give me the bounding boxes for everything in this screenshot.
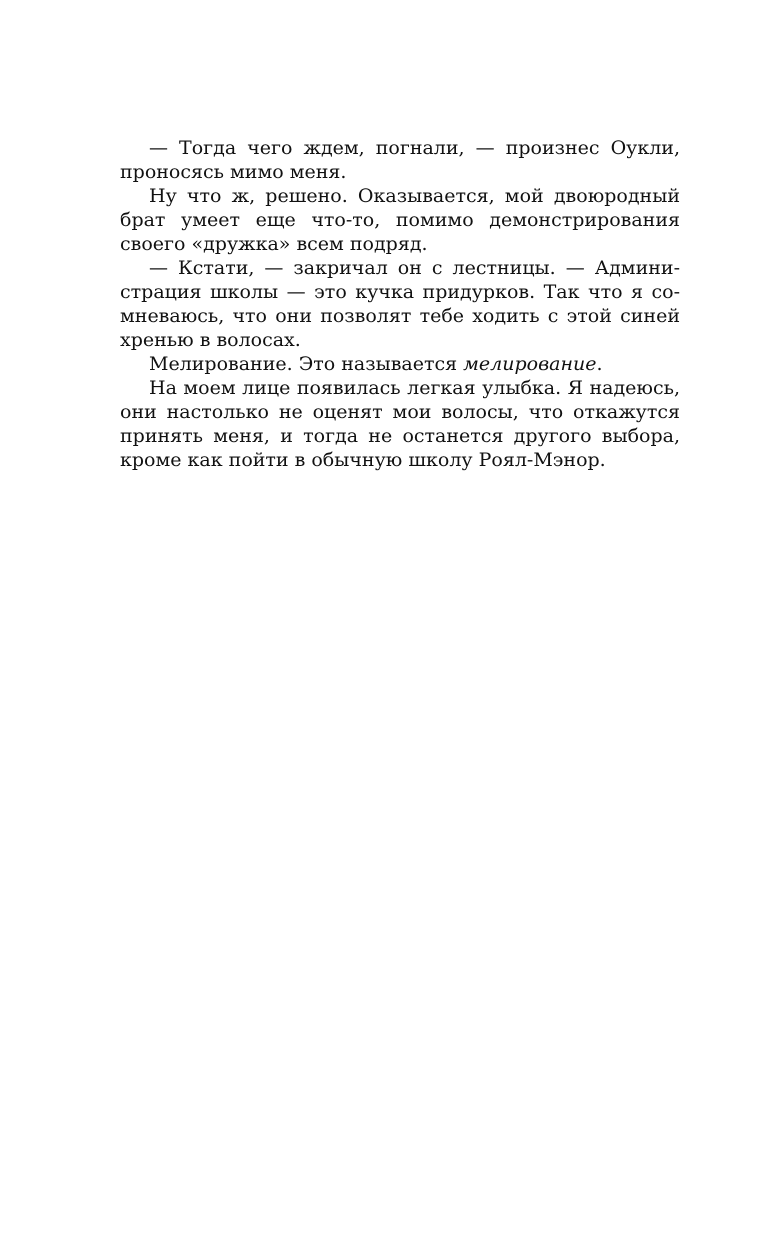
text-line: На моем лице появилась легкая улыбка. Я надеюсь, [149,377,680,399]
text-line: проносясь мимо меня. [120,161,347,183]
text-line: они настолько не оценят мои волосы, что откажутся [120,401,680,423]
text-line: страция школы — это кучка придурков. Так что я со- [120,281,680,303]
text-line: — Кстати, — закричал он с лестницы. — Админи- [149,257,680,279]
italic-emphasis: мелирование [463,353,597,375]
page-text-block [120,136,680,472]
text-line: Ну что ж, решено. Оказывается, мой двоюродный [149,185,680,207]
text-line: своего «дружка» всем подряд. [120,233,428,255]
text-run: Мелирование. Это называется [149,353,464,375]
text-line [120,352,680,376]
text-line: кроме как пойти в обычную школу Роял-Мэнор. [120,449,606,471]
paragraph [120,376,680,472]
text-line: брат умеет еще что-то, помимо демонстрирования [120,209,680,231]
text-run: . [596,353,603,375]
text-line: принять меня, и тогда не останется другого выбора, [120,425,680,447]
text-line: мневаюсь, что они позволят тебе ходить с этой синей [120,305,680,327]
text-line: — Тогда чего ждем, погнали, — произнес Оукли, [149,137,680,159]
paragraph [120,184,680,256]
paragraph [120,256,680,352]
paragraph [120,352,680,376]
text-line: хренью в волосах. [120,329,301,351]
paragraph [120,136,680,184]
